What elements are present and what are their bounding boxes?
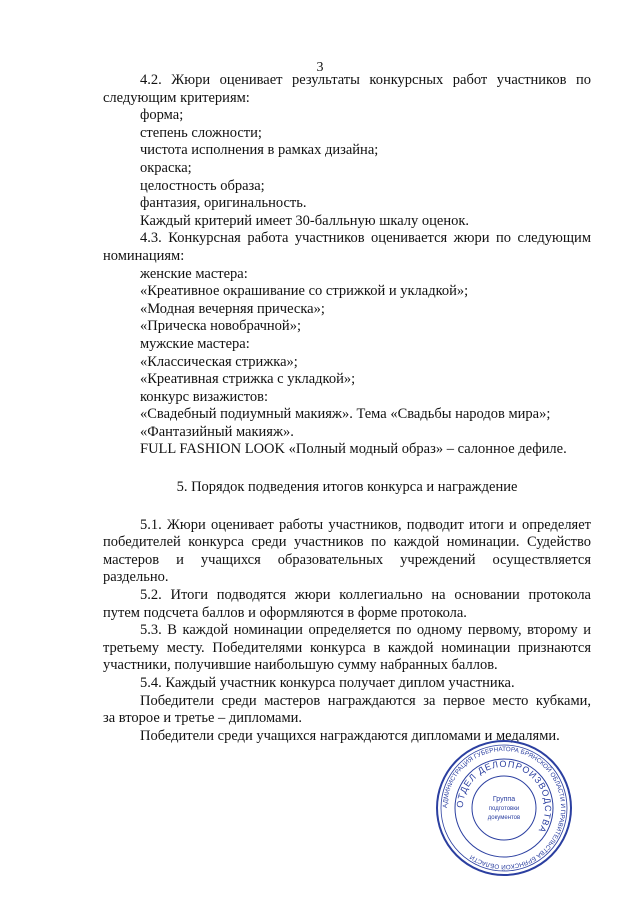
criteria-item: чистота исполнения в рамках дизайна; <box>140 142 379 159</box>
paragraph-5-1-line4: раздельно. <box>103 569 169 586</box>
seal-center-line2: подготовки <box>488 806 520 812</box>
paragraph-4-3-line2: номинациям: <box>103 247 185 264</box>
paragraph-5-1-line1: 5.1. Жюри оценивает работы участников, подводит итоги и определяет <box>140 516 591 533</box>
criteria-item: фантазия, оригинальность. <box>140 195 307 212</box>
nomination-item: «Модная вечерняя прическа»; <box>140 300 325 317</box>
men-heading: мужские мастера: <box>140 335 250 352</box>
document-body <box>103 72 591 745</box>
paragraph-4-2-line1: 4.2. Жюри оценивает результаты конкурсных работ участников по <box>140 72 591 88</box>
paragraph-5-2-line1: 5.2. Итоги подводятся жюри коллегиально на основании протокола <box>140 587 591 604</box>
nomination-item: «Креативное окрашивание со стрижкой и укладкой»; <box>140 283 469 300</box>
seal-center-line1: Группа <box>492 796 516 803</box>
criteria-item: степень сложности; <box>140 124 262 141</box>
page-number: 3 <box>316 60 324 75</box>
seal-center-line3: документов <box>487 815 521 821</box>
paragraph-5-1-line3: мастеров и учащихся образовательных учреждений осуществляется <box>103 551 591 568</box>
paragraph-5-2-line2: путем подсчета баллов и оформляются в форме протокола. <box>103 604 467 621</box>
paragraph-4-3-line1: 4.3. Конкурсная работа участников оценивается жюри по следующим <box>140 230 591 247</box>
full-fashion-item: FULL FASHION LOOK «Полный модный образ» – салонное дефиле. <box>140 441 567 458</box>
seal-outer-text: АДМИНИСТРАЦИЯ ГУБЕРНАТОРА БРЯНСКОЙ ОБЛАСТИ И ПРАВИТЕЛЬСТВА БРЯНСКОЙ ОБЛАСТИ <box>441 745 567 871</box>
official-seal <box>434 738 574 878</box>
seal-inner-text: ОТДЕЛ ДЕЛОПРОИЗВОДСТВА <box>454 758 554 836</box>
women-heading: женские мастера: <box>140 265 248 282</box>
paragraph-5-5-line1: Победители среди мастеров награждаются за первое место кубками, <box>140 692 591 709</box>
paragraph-5-5-line2: за второе и третье – дипломами. <box>103 710 303 727</box>
paragraph-5-3-line2: третьему месту. Победителями конкурса в каждой номинации признаются <box>103 639 591 656</box>
scale-note: Каждый критерий имеет 30-балльную шкалу оценок. <box>140 212 470 229</box>
criteria-item: целостность образа; <box>140 177 265 194</box>
paragraph-5-6: Победители среди учащихся награждаются дипломами и медалями. <box>140 727 560 744</box>
nomination-item: «Креативная стрижка с укладкой»; <box>140 371 356 388</box>
paragraph-5-1-line2: победителей конкурса среди участников по каждой номинации. Судейство <box>103 534 591 551</box>
paragraph-5-3-line1: 5.3. В каждой номинации определяется по одному первому, второму и <box>140 622 591 639</box>
paragraph-5-3-line3: участники, получившие наибольшую сумму набранных баллов. <box>103 657 498 674</box>
paragraph-5-4: 5.4. Каждый участник конкурса получает диплом участника. <box>140 675 515 691</box>
criteria-item: окраска; <box>140 159 192 176</box>
criteria-item: форма; <box>140 107 184 124</box>
paragraph-4-2-line2: следующим критериям: <box>103 89 250 106</box>
nomination-item: «Классическая стрижка»; <box>140 353 298 370</box>
nomination-item: «Прическа новобрачной»; <box>140 318 301 335</box>
visage-heading: конкурс визажистов: <box>140 388 268 405</box>
section-5-heading: 5. Порядок подведения итогов конкурса и награждение <box>176 479 518 496</box>
nomination-item: «Свадебный подиумный макияж». Тема «Свадьбы народов мира»; <box>140 406 551 423</box>
nomination-item: «Фантазийный макияж». <box>140 423 294 440</box>
